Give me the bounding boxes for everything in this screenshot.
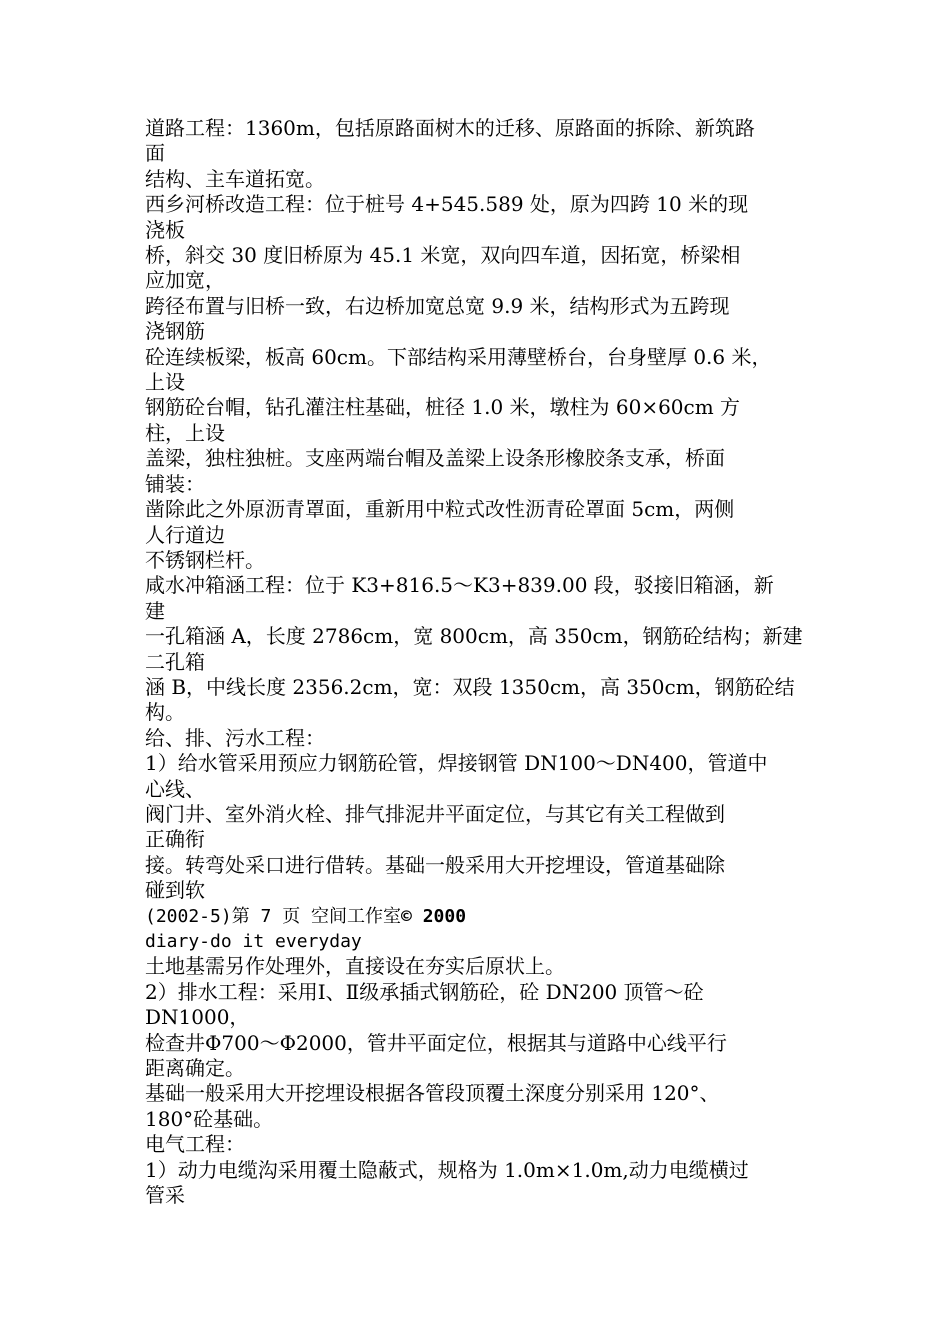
page-footer	[145, 904, 815, 929]
text-line: 跨径布置与旧桥一致，右边桥加宽总宽 9.9 米，结构形式为五跨现	[145, 293, 730, 318]
text-line: 不锈钢栏杆。	[145, 547, 265, 572]
text-line: 砼连续板梁，板高 60cm。下部结构采用薄壁桥台，台身壁厚 0.6 米，	[145, 344, 772, 369]
text-line: 电气工程：	[145, 1132, 245, 1157]
text-line: 盖梁，独柱独桩。支座两端台帽及盖梁上设条形橡胶条支承，桥面	[145, 446, 725, 471]
text-line: 阀门井、室外消火栓、排气排泥井平面定位，与其它有关工程做到	[145, 801, 725, 826]
text-line: 面	[145, 141, 165, 166]
text-line: 一孔箱涵 A，长度 2786cm，宽 800cm，高 350cm，钢筋砼结构；新建	[145, 624, 803, 649]
text-line: 正确衔	[145, 827, 205, 852]
text-line: 给、排、污水工程：	[145, 725, 325, 750]
text-line: 咸水冲箱涵工程：位于 K3+816.5～K3+839.00 段，驳接旧箱涵，新	[145, 573, 774, 598]
text-line: 二孔箱	[145, 649, 205, 674]
text-line: 凿除此之外原沥青罩面，重新用中粒式改性沥青砼罩面 5cm，两侧	[145, 497, 735, 522]
text-line: 浇板	[145, 217, 185, 242]
text-line: 钢筋砼台帽，钻孔灌注柱基础，桩径 1.0 米，墩柱为 60×60cm 方	[145, 395, 741, 420]
text-line: 道路工程：1360m，包括原路面树木的迁移、原路面的拆除、新筑路	[145, 116, 755, 140]
text-line: 人行道边	[145, 522, 225, 547]
text-line: 应加宽，	[145, 268, 225, 293]
text-line: 建	[145, 598, 165, 623]
text-line: 管采	[145, 1183, 185, 1208]
text-line: 西乡河桥改造工程：位于桩号 4+545.589 处，原为四跨 10 米的现	[145, 192, 749, 217]
copyright: © 2000	[401, 905, 467, 927]
text-line: 构。	[145, 700, 185, 725]
text-line: 浇钢筋	[145, 319, 205, 344]
text-line: 土地基需另作处理外，直接设在夯实后原状上。	[145, 954, 565, 979]
text-line: 碰到软	[145, 878, 205, 903]
document-body	[145, 116, 815, 1208]
text-line: 1）给水管采用预应力钢筋砼管，焊接钢管 DN100～DN400，管道中	[145, 751, 768, 776]
text-line: DN1000，	[145, 1005, 250, 1030]
tagline: diary-do it everyday	[145, 931, 362, 952]
text-line: 距离确定。	[145, 1056, 245, 1081]
text-line: 涵 B，中线长度 2356.2cm，宽：双段 1350cm，高 350cm，钢筋砼结	[145, 674, 795, 699]
text-line: 心线、	[145, 776, 205, 801]
text-line: 2）排水工程：采用Ⅰ、Ⅱ级承插式钢筋砼，砼 DN200 顶管～砼	[145, 979, 704, 1004]
text-line: 上设	[145, 370, 185, 395]
text-line: 桥，斜交 30 度旧桥原为 45.1 米宽，双向四车道，因拓宽，桥梁相	[145, 243, 741, 268]
text-line: 检查井Φ700～Φ2000，管井平面定位，根据其与道路中心线平行	[145, 1030, 727, 1055]
text-line: 接。转弯处采口进行借转。基础一般采用大开挖埋设，管道基础除	[145, 852, 725, 877]
page-info: (2002-5)第 7 页 空间工作室	[145, 905, 402, 927]
text-line: 180°砼基础。	[145, 1106, 274, 1131]
text-line: 基础一般采用大开挖埋设根据各管段顶覆土深度分别采用 120°、	[145, 1081, 720, 1106]
text-line: 铺装：	[145, 471, 205, 496]
text-line: 结构、主车道拓宽。	[145, 166, 325, 191]
text-line: 柱，上设	[145, 420, 225, 445]
text-line: 1）动力电缆沟采用覆土隐蔽式，规格为 1.0m×1.0m,动力电缆横过	[145, 1157, 749, 1182]
